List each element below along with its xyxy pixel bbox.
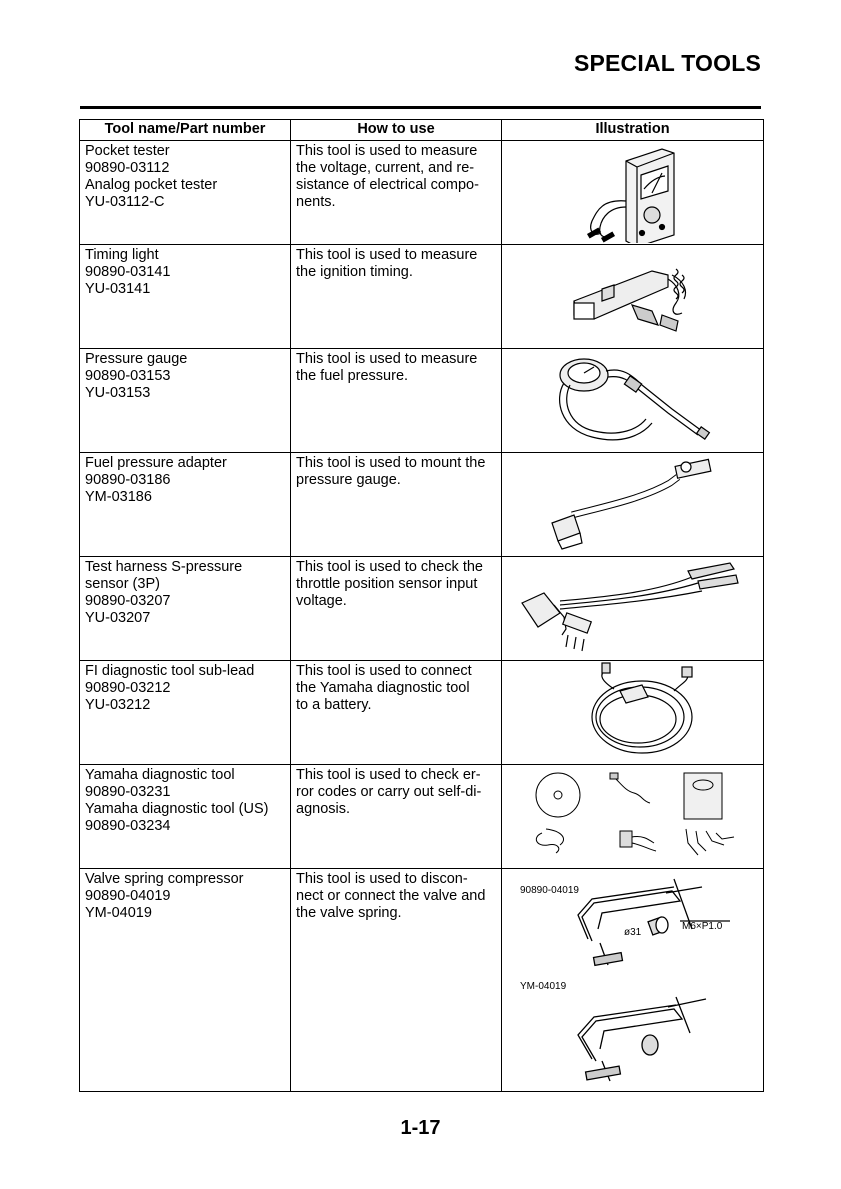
valve-spring-compressor-illustration	[502, 869, 764, 1091]
how-to-use-cell	[291, 869, 502, 1092]
part-number: YU-03212	[85, 697, 151, 713]
tool-name: Valve spring compressor	[85, 871, 244, 887]
illustration-cell	[502, 349, 764, 453]
usage-text: to a battery.	[296, 697, 372, 713]
usage-text: voltage.	[296, 593, 347, 609]
part-number: YU-03112-C	[85, 194, 165, 210]
fuel-pressure-adapter-illustration	[502, 453, 764, 555]
usage-text: the voltage, current, and re-	[296, 160, 475, 176]
table-row	[80, 557, 764, 661]
tool-name: Yamaha diagnostic tool	[85, 767, 235, 783]
how-to-use-cell	[291, 661, 502, 765]
table-row	[80, 349, 764, 453]
table-row	[80, 661, 764, 765]
part-number: 90890-04019	[85, 888, 171, 904]
usage-text: This tool is used to measure	[296, 143, 478, 159]
usage-text: throttle position sensor input	[296, 576, 478, 592]
part-number: YU-03207	[85, 610, 151, 626]
part-number: 90890-03212	[85, 680, 171, 696]
timing-light-illustration	[502, 245, 764, 347]
sub-lead-illustration	[502, 661, 764, 763]
usage-text: This tool is used to discon-	[296, 871, 468, 887]
part-number: 90890-03231	[85, 784, 171, 800]
thread-spec-label: M6×P1.0	[682, 921, 723, 932]
usage-text: the valve spring.	[296, 905, 402, 921]
special-tools-table	[79, 119, 764, 1092]
table-row	[80, 765, 764, 869]
illustration-label-top: 90890-04019	[520, 885, 579, 896]
illustration-cell	[502, 765, 764, 869]
pocket-tester-illustration	[502, 141, 764, 243]
usage-text: ror codes or carry out self-di-	[296, 784, 482, 800]
table-header-row	[80, 120, 764, 141]
tool-name: Yamaha diagnostic tool (US)	[85, 801, 269, 817]
table-row	[80, 245, 764, 349]
part-number: 90890-03207	[85, 593, 171, 609]
how-to-use-cell	[291, 245, 502, 349]
illustration-cell	[502, 141, 764, 245]
tool-name: Test harness S-pressure	[85, 559, 243, 575]
tool-name-cell	[80, 349, 291, 453]
usage-text: This tool is used to measure	[296, 351, 478, 367]
illustration-cell	[502, 245, 764, 349]
usage-text: This tool is used to check the	[296, 559, 483, 575]
pressure-gauge-illustration	[502, 349, 764, 451]
usage-text: This tool is used to check er-	[296, 767, 481, 783]
tool-name: Fuel pressure adapter	[85, 455, 227, 471]
how-to-use-cell	[291, 453, 502, 557]
tool-name-cell	[80, 557, 291, 661]
how-to-use-cell	[291, 141, 502, 245]
usage-text: pressure gauge.	[296, 472, 401, 488]
tool-name-cell	[80, 765, 291, 869]
page-number: 1-17	[400, 1117, 441, 1139]
diagnostic-tool-illustration	[502, 765, 764, 867]
table-row	[80, 869, 764, 1092]
tool-name-cell	[80, 245, 291, 349]
how-to-use-cell	[291, 557, 502, 661]
illustration-label-bottom: YM-04019	[520, 981, 567, 992]
part-number: 90890-03234	[85, 818, 171, 834]
part-number: 90890-03153	[85, 368, 171, 384]
tool-name-cell	[80, 141, 291, 245]
column-header-illustration: Illustration	[502, 120, 764, 141]
part-number: 90890-03186	[85, 472, 171, 488]
tool-name-cell	[80, 453, 291, 557]
illustration-cell	[502, 661, 764, 765]
tool-name: Timing light	[85, 247, 159, 263]
how-to-use-cell	[291, 765, 502, 869]
software-cd	[536, 773, 580, 817]
part-number: YU-03153	[85, 385, 151, 401]
usage-text: nents.	[296, 194, 336, 210]
tool-name-cell	[80, 869, 291, 1092]
usage-text: the fuel pressure.	[296, 368, 409, 384]
table-row	[80, 141, 764, 245]
usage-text: agnosis.	[296, 801, 351, 817]
usage-text: This tool is used to connect	[296, 663, 472, 679]
illustration-cell	[502, 869, 764, 1092]
usage-text: sistance of electrical compo-	[296, 177, 479, 193]
tool-name-cell	[80, 661, 291, 765]
part-number: YU-03141	[85, 281, 151, 297]
column-header-how-to-use: How to use	[291, 120, 502, 141]
table-row	[80, 453, 764, 557]
usage-text: nect or connect the valve and	[296, 888, 486, 904]
illustration-cell	[502, 557, 764, 661]
part-number: 90890-03112	[85, 160, 170, 176]
tool-name: sensor (3P)	[85, 576, 160, 592]
how-to-use-cell	[291, 349, 502, 453]
header-rule	[80, 106, 761, 109]
tool-name: Pocket tester	[85, 143, 170, 159]
part-number: 90890-03141	[85, 264, 171, 280]
part-number: YM-03186	[85, 489, 152, 505]
tool-name: Pressure gauge	[85, 351, 188, 367]
test-harness-illustration	[502, 557, 764, 659]
tool-name: FI diagnostic tool sub-lead	[85, 663, 255, 679]
illustration-cell	[502, 453, 764, 557]
column-header-tool-name: Tool name/Part number	[80, 120, 291, 141]
tool-name: Analog pocket tester	[85, 177, 218, 193]
usage-text: This tool is used to measure	[296, 247, 478, 263]
usage-text: the ignition timing.	[296, 264, 413, 280]
usage-text: This tool is used to mount the	[296, 455, 486, 471]
page-title: SPECIAL TOOLS	[573, 50, 761, 76]
part-number: YM-04019	[85, 905, 152, 921]
usage-text: the Yamaha diagnostic tool	[296, 680, 470, 696]
diameter-label: ø31	[624, 927, 642, 938]
